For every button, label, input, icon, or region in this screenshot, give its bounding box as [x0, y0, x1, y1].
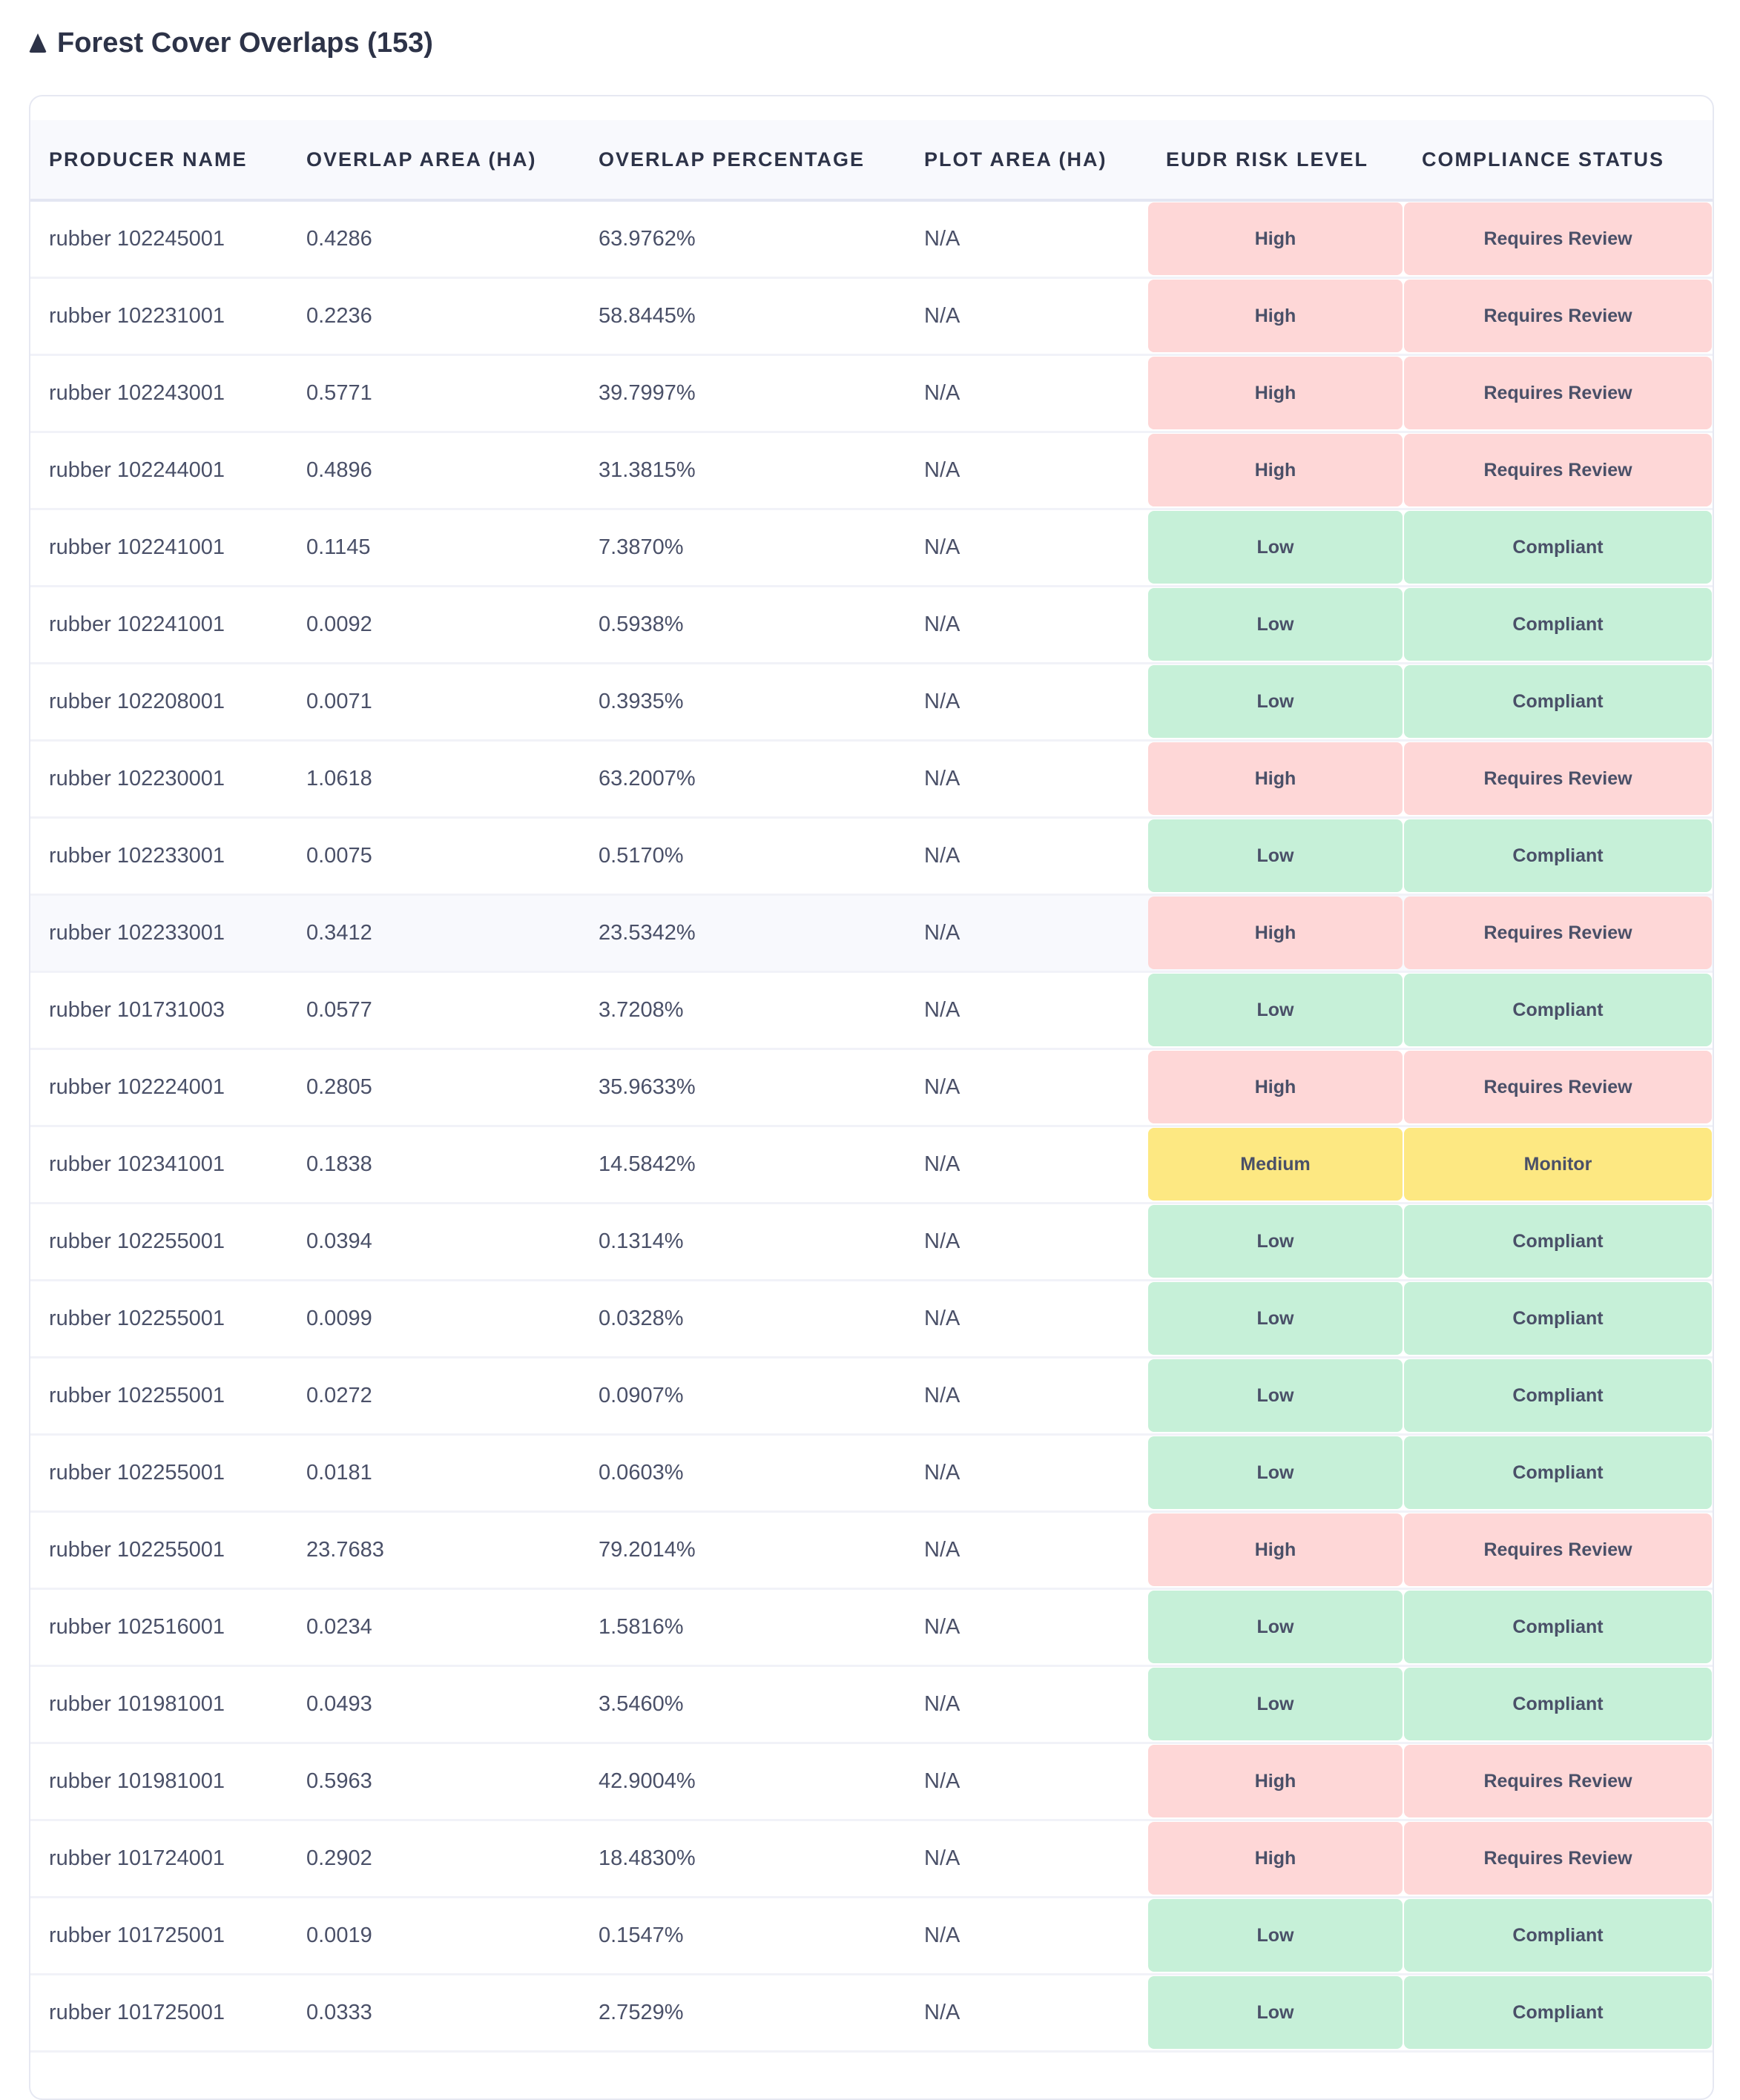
overlap-percentage-cell: 0.5170%: [599, 843, 684, 868]
compliance-status-badge: Compliant: [1404, 1436, 1712, 1509]
compliance-status-badge-cell: [1403, 1357, 1713, 1434]
overlap-area-cell: 0.1838: [306, 1152, 372, 1176]
compliance-status-badge: Compliant: [1404, 1205, 1712, 1278]
overlap-area-cell: 1.0618: [306, 766, 372, 790]
compliance-status-badge-cell: [1403, 1974, 1713, 2051]
compliance-status-badge: Requires Review: [1404, 1745, 1712, 1817]
risk-level-badge: Low: [1148, 819, 1403, 892]
overlap-percentage-cell: 23.5342%: [599, 920, 696, 945]
risk-level-badge: Low: [1148, 974, 1403, 1046]
overlap-area-cell: 23.7683: [306, 1537, 384, 1562]
producer-name-cell: rubber 102255001: [49, 1306, 225, 1330]
risk-level-badge: High: [1148, 1745, 1403, 1817]
risk-level-badge: Low: [1148, 665, 1403, 738]
overlap-percentage-cell: 1.5816%: [599, 1614, 684, 1639]
compliance-status-badge: Requires Review: [1404, 1513, 1712, 1586]
risk-level-badge-cell: [1147, 1511, 1403, 1588]
table-row[interactable]: [30, 1511, 1713, 1588]
table-row[interactable]: [30, 277, 1713, 354]
compliance-status-badge: Requires Review: [1404, 1822, 1712, 1895]
overlap-area-cell: 0.0181: [306, 1460, 372, 1485]
overlap-percentage-cell: 3.5460%: [599, 1691, 684, 1716]
compliance-status-badge-cell: [1403, 1588, 1713, 1665]
compliance-status-badge-cell: [1403, 432, 1713, 509]
compliance-status-badge-cell: [1403, 1203, 1713, 1280]
plot-area-cell: N/A: [924, 1769, 960, 1793]
overlap-area-cell: 0.4896: [306, 458, 372, 482]
compliance-status-badge: Compliant: [1404, 1282, 1712, 1355]
producer-name-cell: rubber 101981001: [49, 1769, 225, 1793]
table-row[interactable]: [30, 1126, 1713, 1203]
overlap-percentage-cell: 31.3815%: [599, 458, 696, 482]
producer-name-cell: rubber 102231001: [49, 303, 225, 328]
overlap-area-cell: 0.4286: [306, 226, 372, 251]
compliance-status-badge: Compliant: [1404, 665, 1712, 738]
risk-level-badge-cell: [1147, 277, 1403, 354]
plot-area-cell: N/A: [924, 766, 960, 790]
risk-level-badge-cell: [1147, 1126, 1403, 1203]
plot-area-cell: N/A: [924, 2000, 960, 2024]
overlap-area-cell: 0.2902: [306, 1846, 372, 1870]
table-header-row: [30, 120, 1713, 200]
section-title-text: Forest Cover Overlaps (153): [57, 27, 433, 59]
compliance-status-badge-cell: [1403, 1049, 1713, 1126]
overlap-area-cell: 0.0333: [306, 2000, 372, 2024]
producer-name-cell: rubber 101981001: [49, 1691, 225, 1716]
table-row[interactable]: [30, 663, 1713, 740]
column-header-overlap-area[interactable]: OVERLAP AREA (HA): [306, 148, 537, 171]
producer-name-cell: rubber 102255001: [49, 1383, 225, 1407]
overlap-area-cell: 0.5963: [306, 1769, 372, 1793]
producer-name-cell: rubber 102233001: [49, 920, 225, 945]
compliance-status-badge-cell: [1403, 971, 1713, 1049]
overlap-area-cell: 0.1145: [306, 535, 371, 559]
producer-name-cell: rubber 102341001: [49, 1152, 225, 1176]
overlap-percentage-cell: 0.5938%: [599, 612, 684, 636]
compliance-status-badge-cell: [1403, 277, 1713, 354]
compliance-status-badge-cell: [1403, 1434, 1713, 1511]
compliance-status-badge-cell: [1403, 1897, 1713, 1974]
producer-name-cell: rubber 101724001: [49, 1846, 225, 1870]
risk-level-badge: Medium: [1148, 1128, 1403, 1201]
compliance-status-badge: Compliant: [1404, 511, 1712, 584]
table-row[interactable]: [30, 1203, 1713, 1280]
table-row[interactable]: [30, 740, 1713, 817]
overlap-area-cell: 0.0092: [306, 612, 372, 636]
producer-name-cell: rubber 102241001: [49, 535, 225, 559]
risk-level-badge: High: [1148, 280, 1403, 352]
overlap-percentage-cell: 79.2014%: [599, 1537, 696, 1562]
risk-level-badge: Low: [1148, 1359, 1403, 1432]
plot-area-cell: N/A: [924, 1923, 960, 1947]
table-row[interactable]: [30, 1357, 1713, 1434]
plot-area-cell: N/A: [924, 226, 960, 251]
overlap-area-cell: 0.2236: [306, 303, 372, 328]
risk-level-badge-cell: [1147, 509, 1403, 586]
risk-level-badge-cell: [1147, 1974, 1403, 2051]
table-row[interactable]: [30, 354, 1713, 432]
compliance-status-badge-cell: [1403, 1743, 1713, 1820]
table-row[interactable]: [30, 1897, 1713, 1974]
table-row[interactable]: [30, 1743, 1713, 1820]
producer-name-cell: rubber 101725001: [49, 2000, 225, 2024]
plot-area-cell: N/A: [924, 1074, 960, 1099]
overlap-percentage-cell: 63.9762%: [599, 226, 696, 251]
producer-name-cell: rubber 101725001: [49, 1923, 225, 1947]
overlap-percentage-cell: 63.2007%: [599, 766, 696, 790]
risk-level-badge-cell: [1147, 1049, 1403, 1126]
compliance-status-badge: Compliant: [1404, 1591, 1712, 1663]
producer-name-cell: rubber 102516001: [49, 1614, 225, 1639]
table-row[interactable]: [30, 1588, 1713, 1665]
compliance-status-badge: Compliant: [1404, 974, 1712, 1046]
overlap-area-cell: 0.0394: [306, 1229, 372, 1253]
plot-area-cell: N/A: [924, 1846, 960, 1870]
overlap-percentage-cell: 42.9004%: [599, 1769, 696, 1793]
plot-area-cell: N/A: [924, 380, 960, 405]
table-row[interactable]: [30, 1280, 1713, 1357]
plot-area-cell: N/A: [924, 1383, 960, 1407]
overlap-percentage-cell: 0.1547%: [599, 1923, 684, 1947]
plot-area-cell: N/A: [924, 458, 960, 482]
risk-level-badge: High: [1148, 1051, 1403, 1123]
risk-level-badge: High: [1148, 434, 1403, 506]
overlap-percentage-cell: 58.8445%: [599, 303, 696, 328]
compliance-status-badge: Compliant: [1404, 1359, 1712, 1432]
risk-level-badge-cell: [1147, 1203, 1403, 1280]
risk-level-badge-cell: [1147, 663, 1403, 740]
table-row[interactable]: [30, 971, 1713, 1049]
risk-level-badge: Low: [1148, 1668, 1403, 1740]
plot-area-cell: N/A: [924, 1460, 960, 1485]
table-row[interactable]: [30, 1434, 1713, 1511]
compliance-status-badge: Requires Review: [1404, 280, 1712, 352]
risk-level-badge: High: [1148, 742, 1403, 815]
risk-level-badge-cell: [1147, 740, 1403, 817]
plot-area-cell: N/A: [924, 1537, 960, 1562]
risk-level-badge-cell: [1147, 1434, 1403, 1511]
risk-level-badge-cell: [1147, 1743, 1403, 1820]
compliance-status-badge-cell: [1403, 1280, 1713, 1357]
compliance-status-badge: Compliant: [1404, 1668, 1712, 1740]
plot-area-cell: N/A: [924, 1152, 960, 1176]
risk-level-badge: Low: [1148, 1205, 1403, 1278]
risk-level-badge-cell: [1147, 971, 1403, 1049]
overlap-area-cell: 0.0099: [306, 1306, 372, 1330]
triangle-up-icon: [29, 33, 47, 53]
overlap-percentage-cell: 0.0907%: [599, 1383, 684, 1407]
column-header-eudr-risk-level[interactable]: EUDR RISK LEVEL: [1166, 148, 1369, 171]
producer-name-cell: rubber 102255001: [49, 1537, 225, 1562]
compliance-status-badge-cell: [1403, 200, 1713, 277]
plot-area-cell: N/A: [924, 1691, 960, 1716]
compliance-status-badge: Requires Review: [1404, 434, 1712, 506]
risk-level-badge-cell: [1147, 200, 1403, 277]
overlap-area-cell: 0.3412: [306, 920, 372, 945]
table-row[interactable]: [30, 200, 1713, 277]
table-row[interactable]: [30, 432, 1713, 509]
compliance-status-badge-cell: [1403, 1511, 1713, 1588]
compliance-status-badge: Compliant: [1404, 819, 1712, 892]
plot-area-cell: N/A: [924, 997, 960, 1022]
compliance-status-badge-cell: [1403, 894, 1713, 971]
overlap-percentage-cell: 2.7529%: [599, 2000, 684, 2024]
overlap-area-cell: 0.0075: [306, 843, 372, 868]
column-header-plot-area[interactable]: PLOT AREA (HA): [924, 148, 1107, 171]
compliance-status-badge-cell: [1403, 354, 1713, 432]
risk-level-badge: Low: [1148, 1591, 1403, 1663]
risk-level-badge: Low: [1148, 1282, 1403, 1355]
plot-area-cell: N/A: [924, 843, 960, 868]
risk-level-badge-cell: [1147, 432, 1403, 509]
producer-name-cell: rubber 102230001: [49, 766, 225, 790]
table-row[interactable]: [30, 509, 1713, 586]
overlaps-table: [30, 120, 1713, 2053]
compliance-status-badge-cell: [1403, 586, 1713, 663]
producer-name-cell: rubber 102255001: [49, 1460, 225, 1485]
risk-level-badge-cell: [1147, 1820, 1403, 1897]
overlap-area-cell: 0.2805: [306, 1074, 372, 1099]
risk-level-badge: Low: [1148, 1899, 1403, 1972]
overlap-percentage-cell: 14.5842%: [599, 1152, 696, 1176]
column-header-producer-name[interactable]: PRODUCER NAME: [49, 148, 248, 171]
overlap-area-cell: 0.0071: [306, 689, 372, 713]
overlap-area-cell: 0.0019: [306, 1923, 372, 1947]
risk-level-badge: High: [1148, 897, 1403, 969]
risk-level-badge-cell: [1147, 1588, 1403, 1665]
risk-level-badge-cell: [1147, 817, 1403, 894]
risk-level-badge: High: [1148, 202, 1403, 275]
compliance-status-badge: Requires Review: [1404, 742, 1712, 815]
column-header-compliance-status[interactable]: COMPLIANCE STATUS: [1422, 148, 1664, 171]
compliance-status-badge-cell: [1403, 817, 1713, 894]
compliance-status-badge: Compliant: [1404, 1976, 1712, 2049]
table-row[interactable]: [30, 1820, 1713, 1897]
plot-area-cell: N/A: [924, 1229, 960, 1253]
table-row[interactable]: [30, 1049, 1713, 1126]
overlap-area-cell: 0.0493: [306, 1691, 372, 1716]
overlap-area-cell: 0.0272: [306, 1383, 372, 1407]
overlap-percentage-cell: 35.9633%: [599, 1074, 696, 1099]
column-header-overlap-percentage[interactable]: OVERLAP PERCENTAGE: [599, 148, 866, 171]
risk-level-badge: High: [1148, 1513, 1403, 1586]
overlap-percentage-cell: 3.7208%: [599, 997, 684, 1022]
risk-level-badge-cell: [1147, 1357, 1403, 1434]
overlap-area-cell: 0.0234: [306, 1614, 372, 1639]
compliance-status-badge: Requires Review: [1404, 1051, 1712, 1123]
risk-level-badge-cell: [1147, 1897, 1403, 1974]
producer-name-cell: rubber 102244001: [49, 458, 225, 482]
overlap-percentage-cell: 39.7997%: [599, 380, 696, 405]
overlap-percentage-cell: 7.3870%: [599, 535, 684, 559]
overlap-percentage-cell: 18.4830%: [599, 1846, 696, 1870]
overlap-percentage-cell: 0.0328%: [599, 1306, 684, 1330]
producer-name-cell: rubber 102245001: [49, 226, 225, 251]
producer-name-cell: rubber 101731003: [49, 997, 225, 1022]
overlap-percentage-cell: 0.1314%: [599, 1229, 684, 1253]
plot-area-cell: N/A: [924, 535, 960, 559]
plot-area-cell: N/A: [924, 920, 960, 945]
plot-area-cell: N/A: [924, 612, 960, 636]
compliance-status-badge-cell: [1403, 1820, 1713, 1897]
producer-name-cell: rubber 102208001: [49, 689, 225, 713]
overlap-area-cell: 0.0577: [306, 997, 372, 1022]
producer-name-cell: rubber 102224001: [49, 1074, 225, 1099]
compliance-status-badge-cell: [1403, 1126, 1713, 1203]
risk-level-badge: Low: [1148, 588, 1403, 661]
table-row[interactable]: [30, 894, 1713, 971]
table-row[interactable]: [30, 1665, 1713, 1743]
compliance-status-badge: Compliant: [1404, 588, 1712, 661]
risk-level-badge-cell: [1147, 1665, 1403, 1743]
compliance-status-badge: Requires Review: [1404, 202, 1712, 275]
section-title: [29, 22, 433, 64]
producer-name-cell: rubber 102243001: [49, 380, 225, 405]
compliance-status-badge-cell: [1403, 663, 1713, 740]
compliance-status-badge: Requires Review: [1404, 897, 1712, 969]
risk-level-badge-cell: [1147, 894, 1403, 971]
table-row[interactable]: [30, 817, 1713, 894]
risk-level-badge: Low: [1148, 511, 1403, 584]
compliance-status-badge: Compliant: [1404, 1899, 1712, 1972]
plot-area-cell: N/A: [924, 1614, 960, 1639]
overlap-area-cell: 0.5771: [306, 380, 372, 405]
compliance-status-badge: Requires Review: [1404, 357, 1712, 429]
overlap-percentage-cell: 0.3935%: [599, 689, 684, 713]
plot-area-cell: N/A: [924, 1306, 960, 1330]
risk-level-badge: High: [1148, 1822, 1403, 1895]
risk-level-badge-cell: [1147, 1280, 1403, 1357]
table-row[interactable]: [30, 586, 1713, 663]
table-row[interactable]: [30, 1974, 1713, 2051]
risk-level-badge: High: [1148, 357, 1403, 429]
compliance-status-badge-cell: [1403, 509, 1713, 586]
risk-level-badge-cell: [1147, 586, 1403, 663]
plot-area-cell: N/A: [924, 303, 960, 328]
producer-name-cell: rubber 102255001: [49, 1229, 225, 1253]
overlaps-table-card: [29, 95, 1714, 2100]
producer-name-cell: rubber 102233001: [49, 843, 225, 868]
compliance-status-badge-cell: [1403, 740, 1713, 817]
overlap-percentage-cell: 0.0603%: [599, 1460, 684, 1485]
risk-level-badge: Low: [1148, 1436, 1403, 1509]
compliance-status-badge-cell: [1403, 1665, 1713, 1743]
producer-name-cell: rubber 102241001: [49, 612, 225, 636]
plot-area-cell: N/A: [924, 689, 960, 713]
risk-level-badge: Low: [1148, 1976, 1403, 2049]
compliance-status-badge: Monitor: [1404, 1128, 1712, 1201]
risk-level-badge-cell: [1147, 354, 1403, 432]
